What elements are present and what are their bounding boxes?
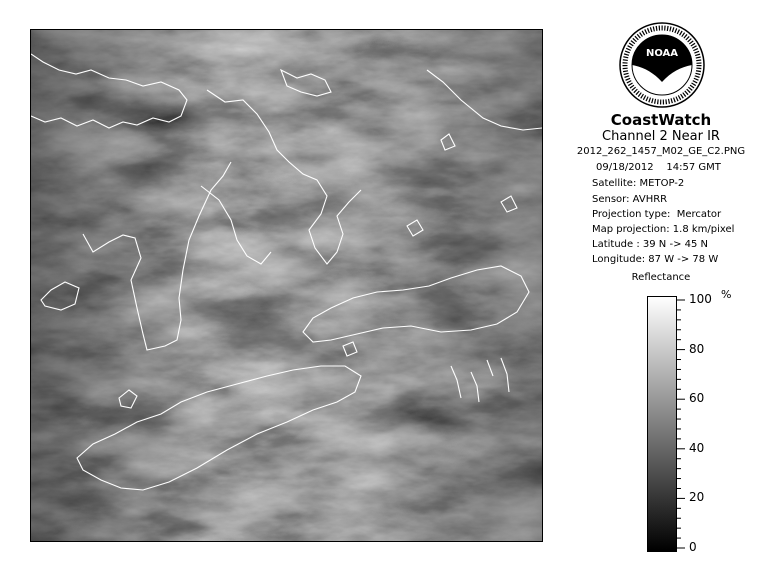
meta-value: Mercator: [676, 209, 722, 220]
colorbar-tick-label: 60: [689, 391, 705, 406]
meta-label: Satellite:: [592, 178, 637, 189]
satellite-image: [31, 30, 542, 541]
meta-value: METOP-2: [639, 178, 685, 189]
colorbar-tick-marks: [677, 296, 767, 552]
colorbar-tick-label: 80: [689, 341, 705, 356]
meta-label: Map projection:: [592, 224, 670, 235]
colorbar-unit: %: [721, 288, 732, 301]
meta-label: Sensor:: [592, 194, 630, 205]
meta-value: AVHRR: [632, 194, 668, 205]
colorbar-tick-label: 0: [689, 540, 697, 554]
acquisition-time: [596, 162, 721, 173]
colorbar-tick-label: 20: [689, 490, 705, 505]
brand-title: CoastWatch: [610, 111, 712, 129]
meta-longitude: [592, 254, 718, 265]
colorbar-tick-label: 40: [689, 440, 705, 455]
meta-value: 39 N -> 45 N: [642, 239, 709, 250]
meta-label: Projection type:: [592, 209, 671, 220]
meta-map-projection: [592, 224, 734, 235]
colorbar-ticks: [677, 288, 767, 554]
acquisition-date: 09/18/2012: [596, 162, 654, 173]
colorbar-tick-label: 100: [689, 292, 712, 306]
colorbar-title: Reflectance: [631, 272, 691, 283]
meta-latitude: [592, 239, 708, 250]
satellite-map: [30, 29, 543, 542]
meta-value: 1.8 km/pixel: [672, 224, 735, 235]
meta-label: Latitude :: [592, 239, 640, 250]
meta-projection-type: [592, 209, 721, 220]
noaa-seagull-icon: [619, 22, 705, 108]
noaa-logo: [619, 22, 705, 108]
meta-value: 87 W -> 78 W: [648, 254, 719, 265]
image-filename: 2012_262_1457_M02_GE_C2.PNG: [576, 146, 746, 157]
acquisition-clock: 14:57 GMT: [666, 162, 721, 173]
reflectance-colorbar: [647, 296, 677, 552]
meta-sensor: [592, 194, 667, 205]
channel-title: Channel 2 Near IR: [602, 129, 720, 144]
meta-label: Longitude:: [592, 254, 646, 265]
meta-satellite: [592, 178, 684, 189]
logo-wordmark: NOAA: [645, 48, 679, 59]
